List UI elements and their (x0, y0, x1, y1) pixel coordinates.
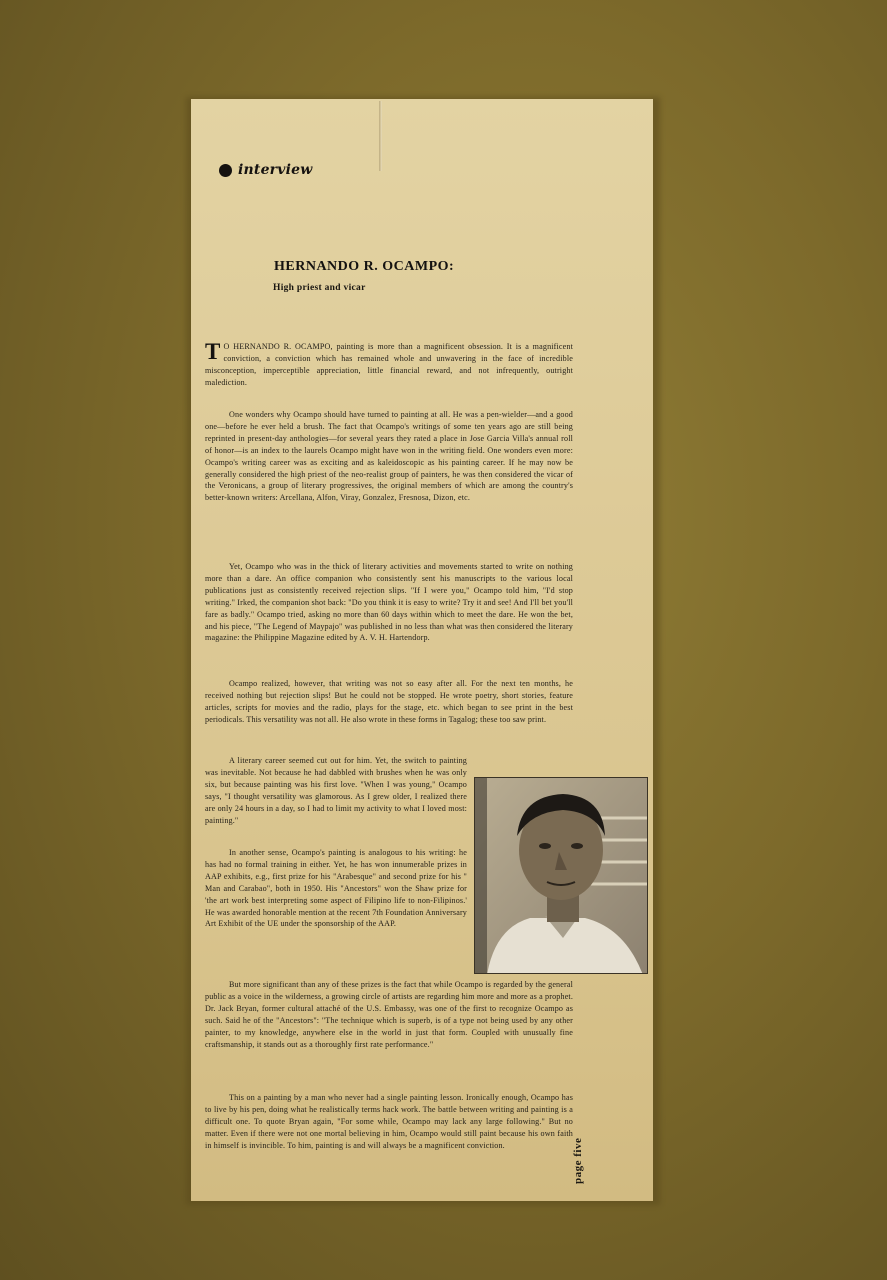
newspaper-clipping (191, 99, 653, 1201)
paragraph-5: A literary career seemed cut out for him. Yet, the switch to painting was inevitable. Not because he had dabbled with brushes when he was only six, but because painting was his first love. "When I was young," Ocampo says, "I thought versatility was glamorous. As I grew older, I realized there are only 24 hours in a day, so I had to limit my activity to what I loved most: painting." (205, 756, 467, 825)
paragraph-6: In another sense, Ocampo's painting is analogous to his writing: he has had no formal training in either. Yet, he has won innumerable prizes in AAP exhibits, e.g., first prize for his "Arabesque" and second prize for his " Man and Carabao", both in 1950. His "Ancestors" won the Shaw prize for 'the art work best interpreting some aspect of Filipino life to non-Filipinos.' He was awarded honorable mention at the recent 7th Foundation Anniversary Art Exhibit of the UE under the sponsorship of the AAP. (205, 848, 467, 929)
portrait-photo (474, 777, 648, 974)
paragraph-1-text: O HERNANDO R. OCAMPO, painting is more than a magnificent obsession. It is a magnificent conviction, a conviction which has remained whole and unwavering in the face of incredible misconception, imperceptible appreciation, little financial reward, and not infrequently, outright malediction. (205, 342, 573, 387)
section-label: interview (238, 162, 313, 178)
paragraph-4: Ocampo realized, however, that writing was not so easy after all. For the next ten months, he received nothing but rejection slips! But he could not be stopped. He wrote poetry, short stories, feature articles, scripts for movies and the radio, plays for the stage, etc. which began to see print in the best periodicals. This versatility was not all. He also wrote in these forms in Tagalog; these too saw print. (205, 679, 573, 724)
article-headline: HERNANDO R. OCAMPO: (274, 259, 455, 274)
paragraph-7: But more significant than any of these prizes is the fact that while Ocampo is regarded by the general public as a voice in the wilderness, a growing circle of artists are regarding him more and more as a prophet. Dr. Jack Bryan, former cultural attaché of the U.S. Embassy, was one of the first to recognize Ocampo as such. Said he of the "Ancestors": "The technique which is superb, is of a type not being used by any other painter, to my knowledge, anywhere else in the world in just that form. Coupled with unusually fine craftsmanship, it stands out as a thoroughly first rate performance." (205, 980, 574, 1049)
paper-crease (379, 101, 382, 171)
dropcap: T (205, 339, 221, 364)
paragraph-3: Yet, Ocampo who was in the thick of literary activities and movements started to write on nothing more than a dare. An office companion who consistently sent his manuscripts to the various local publications just as consistently received rejection slips. "If I were you," Ocampo told him, "I'd stop writing." Irked, the companion shot back: "Do you think it is easy to write? Try it and see! And I'll bet you'll fare as badly." Ocampo tried, asking no more than 60 days within which to meet the dare. He won the bet, and his piece, "The Legend of Maypajo" was published in no less than what was then considered the literary magazine: the Philippine Magazine edited by A. V. H. Hartendorp. (205, 562, 573, 643)
paragraph-2: One wonders why Ocampo should have turned to painting at all. He was a pen-wielder—and a good one—before he ever held a brush. The fact that Ocampo's writings of some ten years ago are still being reprinted in present-day anthologies—for several years they rated a place in Jose Garcia Villa's annual roll of honor—is an index to the laurels Ocampo might have won in the writing field. One wonders even more: Ocampo's writing career was as exciting and as kaleidoscopic as his painting career. If he may now be generally considered the high priest of the neo-realist group of painters, he was then considered the vicar of the Veronicans, a group of literary progressives, the original members of which are among the country's better-known writers: Arcellana, Alfon, Viray, Gonzalez, Fresnosa, Dizon, etc. (205, 410, 573, 503)
article-subhead: High priest and vicar (273, 283, 366, 293)
section-tag (219, 162, 312, 178)
portrait-icon (475, 778, 648, 974)
page-number: page five (572, 1137, 584, 1184)
paragraph-8: This on a painting by a man who never had a single painting lesson. Ironically enough, Ocampo has to live by his pen, doing what he realistically terms hack work. The battle between writing and painting is a difficult one. To quote Bryan again, "For some while, Ocampo may lack any large following." But no matter. Even if there were not one mortal believing in him, Ocampo would still paint because his own faith in himself is invincible. To him, painting is and will always be a magnificent conviction. (205, 1093, 573, 1150)
bullet-icon (219, 164, 232, 177)
paragraph-1 (205, 341, 573, 389)
